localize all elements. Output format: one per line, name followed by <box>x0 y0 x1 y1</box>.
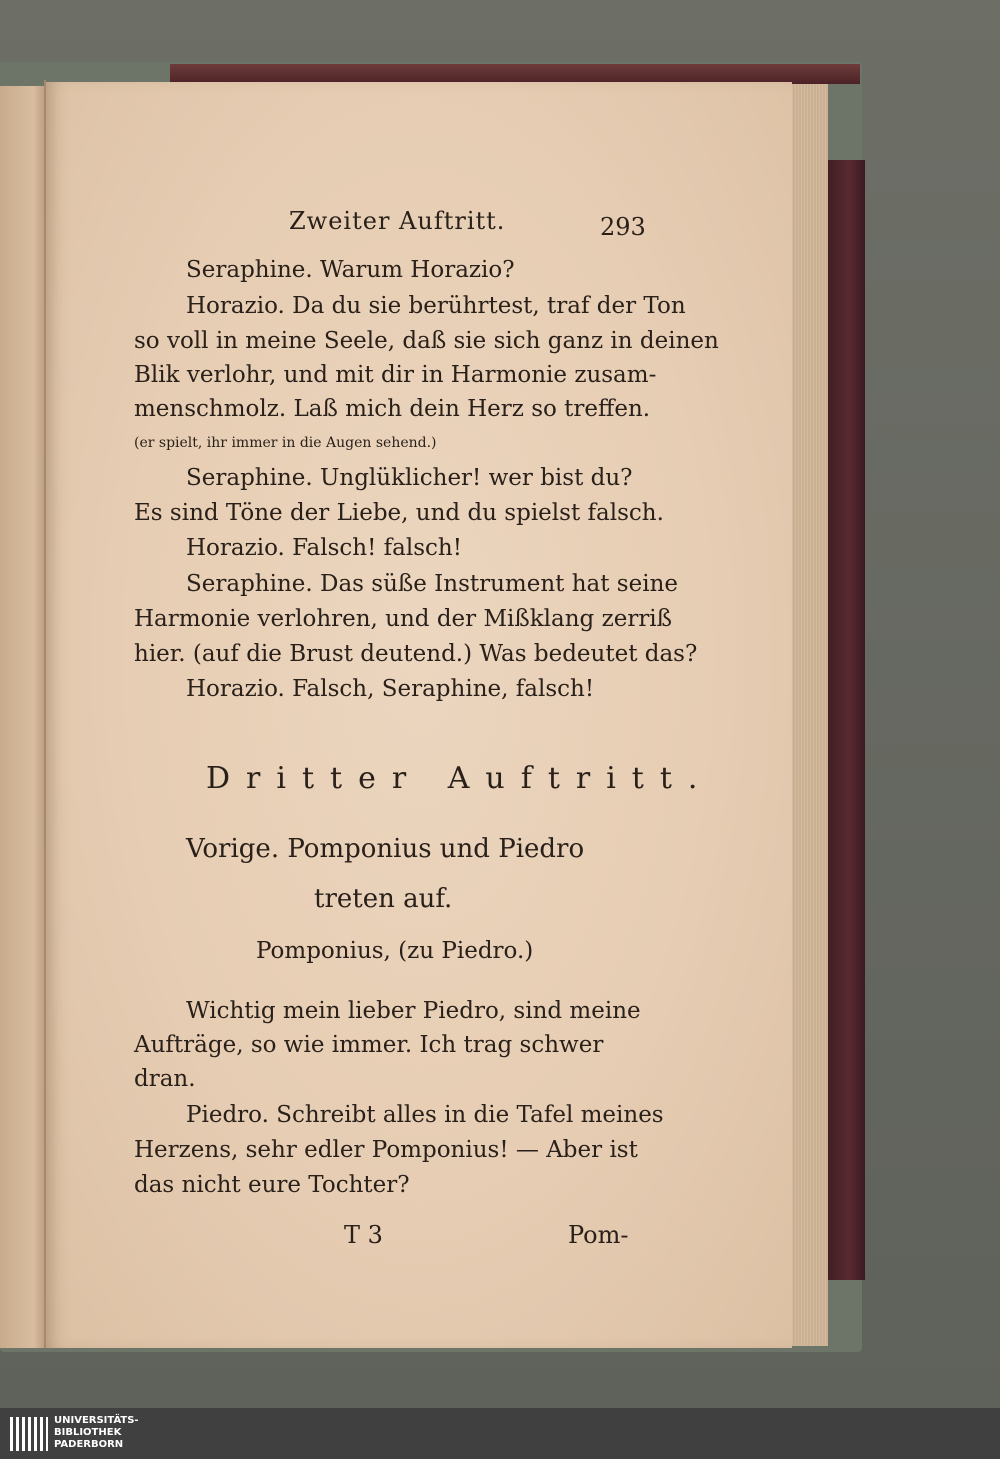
text-line: Horazio. Da du sie berührtest, traf der Ton <box>186 293 686 319</box>
page-block-edges <box>788 84 828 1346</box>
text-line: dran. <box>134 1066 196 1092</box>
left-page-edge <box>0 80 46 1348</box>
text-line: Aufträge, so wie immer. Ich trag schwer <box>134 1032 604 1058</box>
text-line: Seraphine. Unglüklicher! wer bist du? <box>186 465 633 491</box>
signature-mark: T 3 <box>344 1221 383 1249</box>
scene-persons: treten auf. <box>314 884 453 914</box>
catchword: Pom- <box>568 1221 629 1249</box>
book-page <box>46 82 792 1348</box>
speaker-heading: Pomponius, (zu Piedro.) <box>256 938 534 964</box>
library-logo-text <box>54 1415 139 1451</box>
logo-line: PADERBORN <box>54 1439 124 1450</box>
text-line: Blik verlohr, und mit dir in Harmonie zusam- <box>134 362 657 388</box>
page-text <box>46 82 792 1348</box>
book-cover-board-right <box>825 160 865 1280</box>
text-line: Seraphine. Das süße Instrument hat seine <box>186 571 678 597</box>
text-line: Harmonie verlohren, und der Mißklang zerriß <box>134 606 673 632</box>
text-line: hier. (auf die Brust deutend.) Was bedeutet das? <box>134 641 698 667</box>
library-logo-icon <box>10 1417 48 1451</box>
text-line: Wichtig mein lieber Piedro, sind meine <box>186 998 641 1024</box>
text-line: Piedro. Schreibt alles in die Tafel meines <box>186 1102 664 1128</box>
text-line: Herzens, sehr edler Pomponius! — Aber ist <box>134 1137 638 1163</box>
text-line: das nicht eure Tochter? <box>134 1172 410 1198</box>
text-line: Horazio. Falsch! falsch! <box>186 535 462 561</box>
scene-heading: Dritter Auftritt. <box>206 761 714 796</box>
text-line: menschmolz. Laß mich dein Herz so treffen. <box>134 396 651 422</box>
stage-direction: (er spielt, ihr immer in die Augen sehend.) <box>134 435 437 451</box>
book-cover-board-top <box>170 64 860 84</box>
text-line: Horazio. Falsch, Seraphine, falsch! <box>186 676 595 702</box>
scene-persons: Vorige. Pomponius und Piedro <box>186 834 585 864</box>
footer-bar <box>0 1408 1000 1459</box>
logo-line: BIBLIOTHEK <box>54 1427 122 1438</box>
text-line: Es sind Töne der Liebe, und du spielst falsch. <box>134 500 664 526</box>
text-line: Seraphine. Warum Horazio? <box>186 257 515 283</box>
running-head: Zweiter Auftritt. <box>289 207 506 235</box>
text-line: so voll in meine Seele, daß sie sich ganz in deinen <box>134 328 719 354</box>
logo-line: UNIVERSITÄTS- <box>54 1415 139 1426</box>
page-number: 293 <box>600 213 646 241</box>
